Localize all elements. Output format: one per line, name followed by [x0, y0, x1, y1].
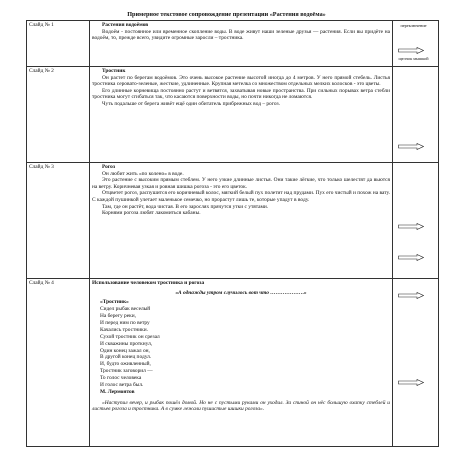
poem-line: И скважины проткнул,: [100, 340, 153, 347]
arrow-right-icon: [398, 379, 424, 386]
poem-title: «Тростник»: [100, 299, 129, 306]
slide-heading: Использование человеком тростника и рогоза: [92, 280, 205, 286]
slide-heading: Рогоз: [102, 164, 116, 170]
slide-text: Водоём - постоянное или временное скопление воды. В воде живут наши зеленые друзья — растения. Если вы придёте на водоём, то, прежде всего, увидите огромные заросли – тростника.: [92, 28, 390, 42]
poem-line: И голос ветра был.: [100, 382, 144, 389]
slide-label: Слайд № 4: [27, 279, 90, 447]
arrow-right-icon: [398, 254, 424, 261]
arrow-right-icon: [398, 143, 424, 150]
slide-label: Слайд № 1: [27, 21, 90, 67]
slide-row-4: [27, 279, 439, 447]
switch-label: переключение: [400, 23, 427, 28]
slide-text: «Наступил вечер, и рыбак пошёл домой. Но не с пустыми руками он уходил. За спиной он нёс большую охапку стеблей и листьев рогоза и тростника. А в сумке лежали пушистые шишки рогоза».: [92, 399, 390, 413]
slide-text: Корнями рогоза любят лакомиться кабаны.: [102, 210, 201, 217]
arrow-right-icon: [398, 223, 424, 230]
slide-heading: Тростник: [102, 68, 126, 74]
poem-line: Тростник заговорил —: [100, 368, 153, 375]
slide-label: Слайд № 2: [27, 67, 90, 163]
poem-line: Один конец зажал он,: [100, 347, 150, 354]
document-title: Примерное текстовое сопровождение презентации «Растения водоёма»: [127, 11, 326, 18]
slide-text: Отцветет рогоз, распушится его коричневый колос, мягкий белый пух полетит над прудами. Пух его чистый и похож на вату. С каждой пушинкой улетает маленькое семечко, но прорастут лишь те, которые упадут в воду.: [92, 190, 390, 203]
script-table: [26, 20, 439, 447]
slide-row-3: [27, 163, 439, 279]
slide-heading: Растения водоёмов: [102, 22, 149, 28]
poem-line: И, будто оживленный,: [100, 361, 151, 368]
poem-line: Сидел рыбак веселый: [100, 306, 151, 313]
click-label: щелчок мышкой: [398, 56, 429, 61]
slide-text: Это растение с высоким прямым стеблем. У него узкие длинные листья. Они такие лёгкие, что только шелестят да вьются на ветру. Коричневая узкая и ровная шишка рогоза - это его цветок.: [92, 177, 390, 190]
poem: [100, 299, 390, 389]
slide-text: Там, где он растёт, вода чистая. В его зарослях прячутся утки с утятами.: [102, 203, 269, 210]
arrow-right-icon: [398, 292, 424, 299]
story-quote: «А однажды утром случилось вот что ……………….»: [175, 289, 307, 296]
poem-line: Качались тростники.: [100, 326, 148, 333]
slide-text: Он любит жить «по колено» в воде.: [102, 170, 184, 177]
poem-line: В другой конец подул.: [100, 354, 152, 361]
poem-author: М. Лермонтов: [100, 388, 135, 395]
slide-text: Он растет по берегам водоёмов. Это очень высокое растение высотой иногда до 4 метров. У него прямой стебель. Листья тростника серовато-зеленые, жесткие, удлиненные. Крупная метелка со множеством отдельных мелких колосков - это цветы.: [92, 74, 390, 88]
poem-line: Сухой тростник он срезал: [100, 333, 160, 340]
slide-row-2: [27, 67, 439, 163]
slide-text: Его длинные корневища постоянно растут и ветвятся, захватывая новые пространства. При сильных порывах ветра стебли тростника могут сгибаться так, что касаются поверхности воды, но почти никогда не ломаются.: [92, 87, 390, 101]
slide-text: Чуть подальше от берега живёт ещё один обитатель прибрежных вод – рогоз.: [102, 100, 281, 107]
slide-label: Слайд № 3: [27, 163, 90, 279]
poem-line: То голос человека: [100, 375, 142, 382]
arrow-right-icon: [398, 47, 424, 54]
slide-row-1: [27, 21, 439, 67]
poem-line: И перед ним по ветру: [100, 319, 150, 326]
poem-line: На берегу реки,: [100, 313, 136, 319]
